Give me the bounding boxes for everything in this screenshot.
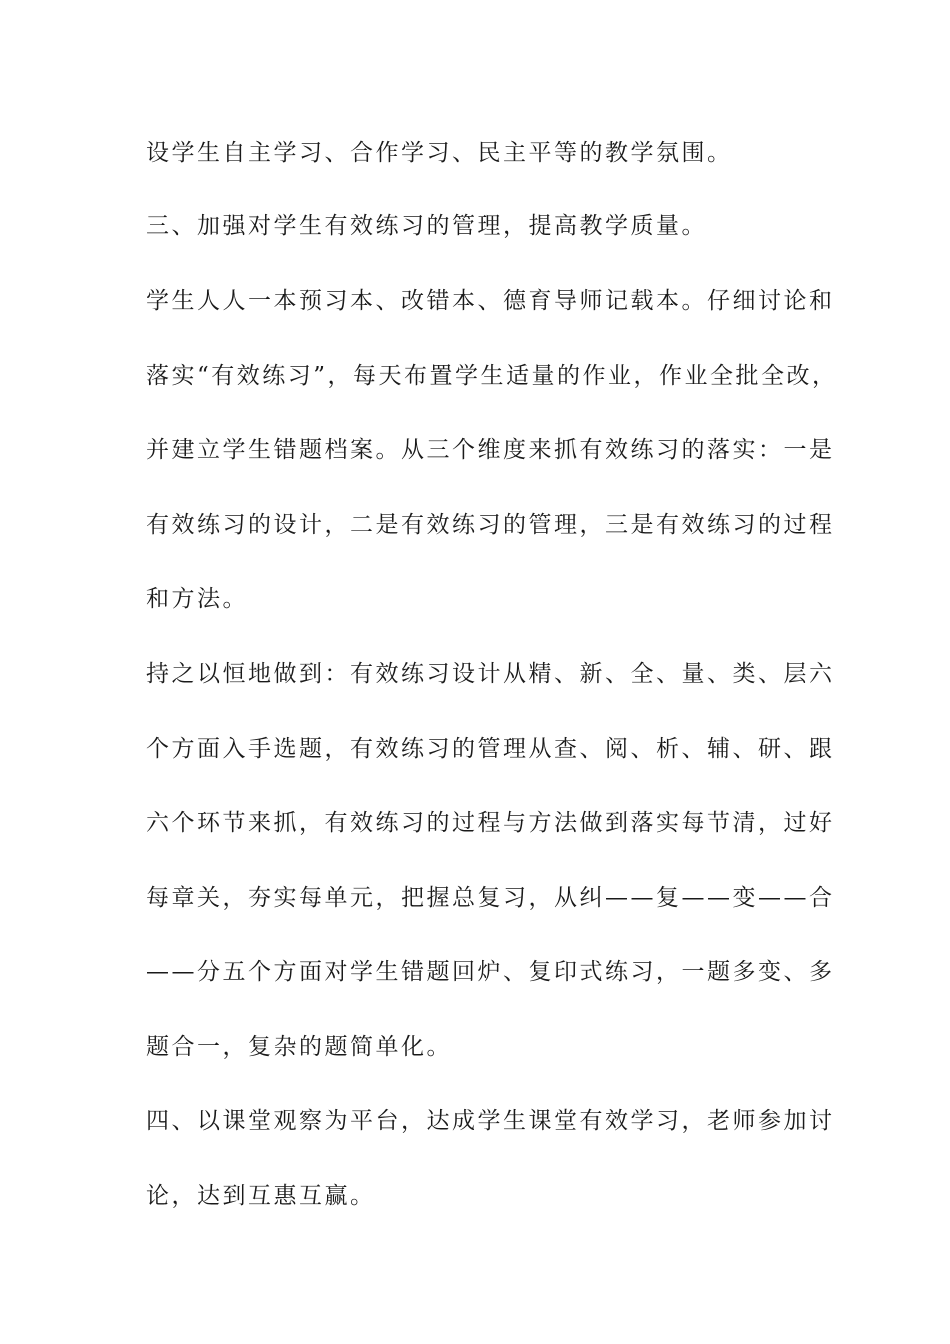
text-line: 落实“有效练习”，每天布置学生适量的作业，作业全批全改， bbox=[146, 363, 838, 389]
text-line: 持之以恒地做到：有效练习设计从精、新、全、量、类、层六 bbox=[146, 661, 835, 687]
text-line: ——分五个方面对学生错题回炉、复印式练习，一题多变、多 bbox=[146, 959, 835, 985]
text-line: 和方法。 bbox=[146, 586, 248, 612]
text-line: 论，达到互惠互赢。 bbox=[146, 1183, 376, 1209]
text-line: 有效练习的设计，二是有效练习的管理，三是有效练习的过程 bbox=[146, 512, 835, 538]
text-line: 设学生自主学习、合作学习、民主平等的教学氛围。 bbox=[146, 140, 733, 166]
text-line: 题合一，复杂的题简单化。 bbox=[146, 1034, 452, 1060]
text-line: 并建立学生错题档案。从三个维度来抓有效练习的落实：一是 bbox=[146, 437, 835, 463]
section-heading: 四、以课堂观察为平台，达成学生课堂有效学习，老师参加讨 bbox=[146, 1108, 835, 1134]
text-line: 个方面入手选题，有效练习的管理从查、阅、析、辅、研、跟 bbox=[146, 736, 835, 762]
text-line: 六个环节来抓，有效练习的过程与方法做到落实每节清，过好 bbox=[146, 810, 835, 836]
text-line: 学生人人一本预习本、改错本、德育导师记载本。仔细讨论和 bbox=[146, 288, 835, 314]
section-heading: 三、加强对学生有效练习的管理，提高教学质量。 bbox=[146, 213, 707, 239]
text-line: 每章关，夯实每单元，把握总复习，从纠——复——变——合 bbox=[146, 885, 835, 911]
